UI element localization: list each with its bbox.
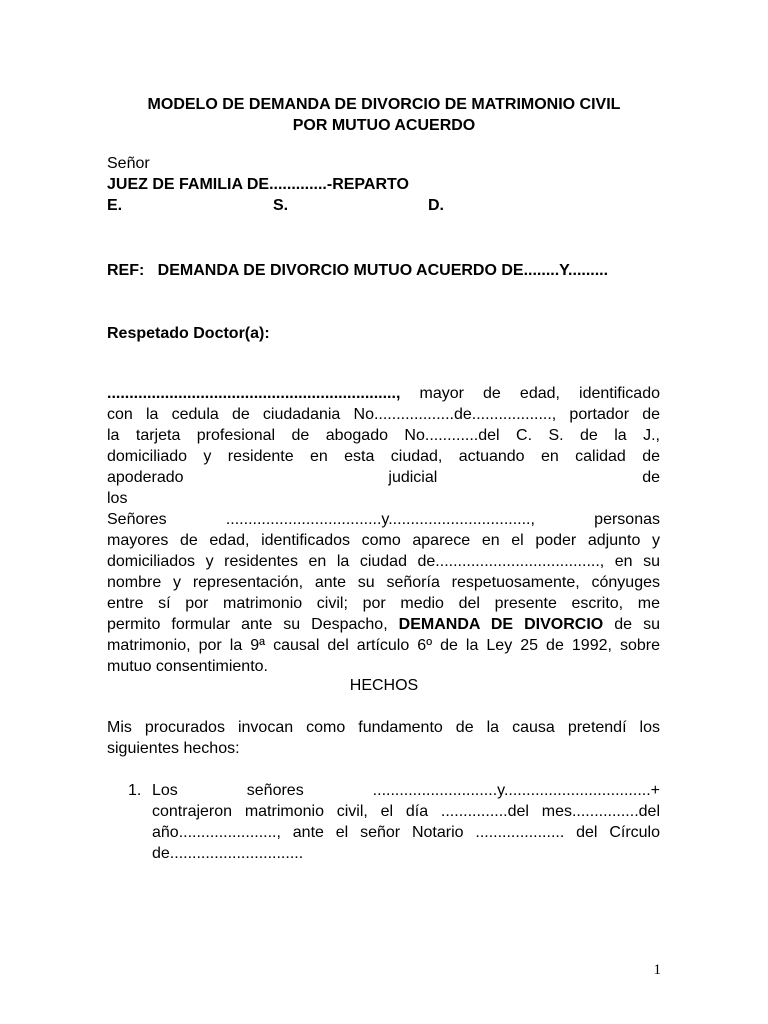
facts-intro-line-2: siguientes hechos:	[107, 740, 240, 757]
reference-line: REF: DEMANDA DE DIVORCIO MUTUO ACUERDO DE........Y.........	[107, 262, 609, 279]
body-line-11	[107, 614, 660, 635]
body-line-8: domiciliados y residentes en la ciudad de....................................., en su	[107, 553, 660, 570]
addressee-salutation: Señor	[107, 155, 150, 172]
greeting: Respetado Doctor(a):	[107, 325, 270, 342]
body-line-11-a: permito formular ante su Despacho,	[107, 616, 399, 633]
esd-s: S.	[273, 197, 289, 214]
name-blank: .................................................................,	[107, 385, 401, 402]
body-line-12: matrimonio, por la 9ª causal del artículo 6º de la Ley 25 de 1992, sobre	[107, 637, 660, 654]
body-line-3: la tarjeta profesional de abogado No............del C. S. de la J.,	[107, 427, 660, 444]
page-number: 1	[653, 962, 661, 978]
facts-intro-line-1: Mis procurados invocan como fundamento de la causa pretendí los	[107, 719, 660, 736]
esd-d: D.	[428, 197, 444, 214]
body-line-4: domiciliado y residente en esta ciudad, actuando en calidad de	[107, 448, 660, 465]
demanda-de-divorcio: DEMANDA DE DIVORCIO	[398, 616, 604, 633]
body-line-1-rest: mayor de edad, identificado	[400, 385, 660, 402]
title-line-1: MODELO DE DEMANDA DE DIVORCIO DE MATRIMONIO CIVIL	[147, 96, 621, 113]
body-line-11-b: de su	[603, 616, 660, 633]
fact-item	[152, 780, 660, 864]
body-line-6: Señores ...................................y................................, personas	[107, 511, 660, 528]
body-line-9: nombre y representación, ante su señoría respetuosamente, cónyuges	[107, 574, 660, 591]
facts-heading: HECHOS	[349, 677, 419, 694]
fact-number: 1.	[128, 782, 142, 799]
title-line-2: POR MUTUO ACUERDO	[292, 117, 476, 134]
addressee-block	[107, 153, 660, 216]
facts-intro	[107, 717, 660, 759]
esd-e: E.	[107, 197, 123, 214]
addressee-judge: JUEZ DE FAMILIA DE.............-REPARTO	[107, 176, 409, 193]
body-line-2: con la cedula de ciudadania No..................de.................., portador de	[107, 406, 660, 423]
fact-line-3: año......................, ante el señor Notario .................... del Círculo	[152, 824, 660, 841]
body-line-10: entre sí por matrimonio civil; por medio del presente escrito, me	[107, 595, 660, 612]
esd-line	[107, 195, 660, 216]
fact-line-2: contrajeron matrimonio civil, el día ...............del mes...............del	[152, 803, 660, 820]
body-line-1	[107, 383, 660, 404]
body-line-13: mutuo consentimiento.	[107, 658, 268, 675]
body-line-7: mayores de edad, identificados como aparece en el poder adjunto y	[107, 532, 660, 549]
fact-line-4: de..............................	[152, 845, 304, 862]
document-title	[0, 94, 768, 136]
body-line-5: apoderado judicial de los	[107, 469, 660, 507]
fact-line-1: Los señores ............................y.................................+	[152, 782, 660, 799]
body-paragraph	[107, 383, 660, 677]
